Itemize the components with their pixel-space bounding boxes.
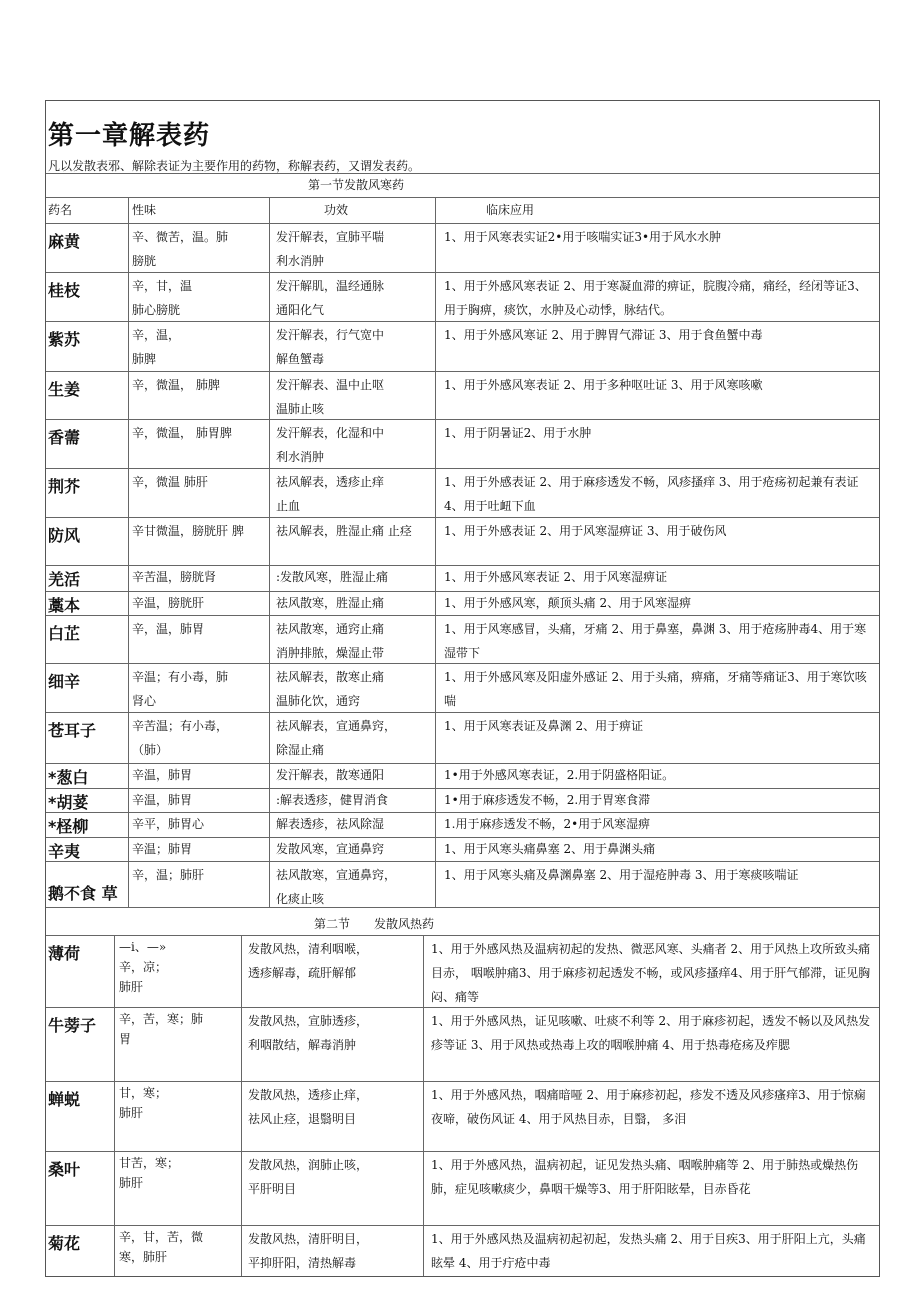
herb-property: 辛甘微温，膀胱肝 脾 bbox=[132, 524, 244, 538]
herb-property: 辛，温，肺胃 bbox=[132, 622, 205, 636]
herb-name: *柽柳 bbox=[48, 817, 89, 836]
herb-effect: 消肿排脓，燥湿止带 bbox=[276, 646, 385, 660]
herb-uses: 1、用于外感表证 2、用于麻疹透发不畅，风疹搔痒 3、用于疮疡初起兼有表证 4、用于吐衄下血 bbox=[444, 475, 859, 513]
herb-property: （肺） bbox=[132, 743, 169, 757]
chapter-intro: 凡以发散表邪、解除表证为主要作用的药物，称解表药，又谓发表药。 bbox=[48, 159, 421, 173]
herb-property: 辛，温， bbox=[132, 328, 181, 342]
herb-uses: 1、用于风寒头痛及鼻渊鼻塞 2、用于湿疮肿毒 3、用于寒痰咳喘证 bbox=[444, 868, 799, 882]
herb-effect: 温肺止咳 bbox=[276, 402, 325, 416]
herb-effect: 祛风解表，胜湿止痛 止痉 bbox=[276, 524, 412, 538]
herb-property: 辛，甘，温 bbox=[132, 279, 193, 293]
herb-name: 白芷 bbox=[48, 624, 81, 643]
herb-effect: 发汗解表，化湿和中 bbox=[276, 426, 385, 440]
herb-effect: 祛风解表，宣通鼻窍， bbox=[276, 719, 397, 733]
herb-property: 肺肝 bbox=[119, 1176, 144, 1190]
herb-effect: 发散风热，清利咽喉， bbox=[248, 942, 369, 956]
row-rule bbox=[46, 371, 879, 372]
row-rule bbox=[46, 321, 879, 322]
herb-effect: 除湿止痛 bbox=[276, 743, 325, 757]
herb-property: 肾心 bbox=[132, 694, 157, 708]
header-props: 性味 bbox=[132, 203, 157, 217]
herb-effect: 发汗解表，散寒通阳 bbox=[276, 768, 385, 782]
herb-name: 生姜 bbox=[48, 380, 81, 399]
herb-property: 甘，寒； bbox=[119, 1086, 168, 1100]
herb-effect: 利水消肿 bbox=[276, 450, 325, 464]
herb-uses: 1、用于外感风热，温病初起，证见发热头痛、咽喉肿痛等 2、用于肺热或燥热伤肺，症见咳嗽痰少，鼻咽干燥等3、用于肝阳眩晕，目赤昏花 bbox=[431, 1158, 859, 1196]
row-rule bbox=[46, 712, 879, 713]
herb-property: 辛，甘，苦，微 bbox=[119, 1230, 204, 1244]
herb-name: 苍耳子 bbox=[48, 721, 97, 740]
section-title-1: 第一节发散风寒药 bbox=[308, 178, 405, 192]
herb-property: —i、—» bbox=[119, 940, 167, 954]
herb-uses: 1、用于阴暑证2、用于水肿 bbox=[444, 426, 592, 440]
column-rule bbox=[435, 197, 436, 907]
herb-property: 肺心膀胱 bbox=[132, 303, 181, 317]
row-rule bbox=[46, 861, 879, 862]
row-rule bbox=[46, 517, 879, 518]
herb-effect: 祛风散寒，通窍止痛 bbox=[276, 622, 385, 636]
herb-property: 肺肝 bbox=[119, 1106, 144, 1120]
herb-property: 辛温；有小毒，肺 bbox=[132, 670, 229, 684]
herb-effect: 祛风解表，透疹止痒 bbox=[276, 475, 385, 489]
herb-effect: 发散风热，宣肺透疹， bbox=[248, 1014, 369, 1028]
herb-property: 辛苦温，膀胱肾 bbox=[132, 570, 217, 584]
column-rule bbox=[269, 197, 270, 907]
herb-effect: 祛风散寒，胜湿止痛 bbox=[276, 596, 385, 610]
herb-name: 麻黄 bbox=[48, 232, 81, 251]
herb-effect: 温肺化饮，通窍 bbox=[276, 694, 361, 708]
herb-uses: 1、用于外感风寒表证 2、用于寒凝血滞的痹证，脘腹冷痛，痛经，经闭等证3、用于胸痹，痰饮，水肿及心动悸，脉结代。 bbox=[444, 279, 867, 317]
herb-property: 辛、微苦，温。肺 bbox=[132, 230, 229, 244]
herb-effect: 平肝明目 bbox=[248, 1182, 297, 1196]
herb-name: 荆芥 bbox=[48, 477, 81, 496]
herb-effect: 祛风止痉，退翳明目 bbox=[248, 1112, 357, 1126]
herb-effect: 止血 bbox=[276, 499, 301, 513]
chapter-title: 第一章解表药 bbox=[48, 121, 211, 151]
herb-property: 胃 bbox=[119, 1032, 132, 1046]
herb-name: 细辛 bbox=[48, 672, 81, 691]
herb-name: 紫苏 bbox=[48, 330, 81, 349]
herb-effect: 利水消肿 bbox=[276, 254, 325, 268]
herb-property: 辛温，膀胱肝 bbox=[132, 596, 205, 610]
herb-effect: 通阳化气 bbox=[276, 303, 325, 317]
herb-effect: :解表透疹，健胃消食 bbox=[276, 793, 389, 807]
herb-name: 蝉蜕 bbox=[48, 1090, 81, 1109]
herb-effect: 利咽散结，解毒消肿 bbox=[248, 1038, 357, 1052]
herb-uses: 1、用于外感风寒表证 2、用于多种呕吐证 3、用于风寒咳嗽 bbox=[444, 378, 763, 392]
header-name: 药名 bbox=[48, 203, 73, 217]
herb-uses: 1、用于风寒头痛鼻塞 2、用于鼻渊头痛 bbox=[444, 842, 656, 856]
section-title-2: 第二节 发散风热药 bbox=[314, 917, 435, 931]
herb-effect: 发散风热，清肝明目， bbox=[248, 1232, 369, 1246]
herb-effect: 解表透疹，祛风除湿 bbox=[276, 817, 385, 831]
herb-effect: :发散风寒，胜湿止痛 bbox=[276, 570, 389, 584]
herb-property: 辛平，肺胃心 bbox=[132, 817, 205, 831]
herb-effect: 透疹解毒，疏肝解郁 bbox=[248, 966, 357, 980]
herb-name: 桂枝 bbox=[48, 281, 81, 300]
herb-uses: 1、用于风寒表证及鼻渊 2、用于痹证 bbox=[444, 719, 644, 733]
herb-effect: 发散风热，透疹止痒， bbox=[248, 1088, 369, 1102]
herb-property: 辛，温；肺肝 bbox=[132, 868, 205, 882]
herb-effect: 祛风散寒，宣通鼻窍， bbox=[276, 868, 397, 882]
herb-effect: 祛风解表，散寒止痛 bbox=[276, 670, 385, 684]
rule bbox=[46, 197, 879, 198]
herb-name: 薄荷 bbox=[48, 944, 81, 963]
herb-uses: 1、用于风寒表实证2•用于咳喘实证3•用于风水水肿 bbox=[444, 230, 722, 244]
herb-uses: 1•用于外感风寒表证，2.用于阴盛格阳证。 bbox=[444, 768, 675, 782]
herb-name: 鹅不食 草 bbox=[48, 884, 118, 903]
herb-uses: 1、用于外感风热，证见咳嗽、吐痰不利等 2、用于麻疹初起，透发不畅以及风热发疹等证 3、用于风热或热毒上攻的咽喉肿痛 4、用于热毒疮疡及痄腮 bbox=[431, 1014, 871, 1052]
herb-name: 菊花 bbox=[48, 1234, 81, 1253]
herb-property: 辛温，肺胃 bbox=[132, 768, 193, 782]
herb-uses: 1、用于外感风热及温病初起的发热、微恶风寒、头痛者 2、用于风热上攻所致头痛目赤， 咽喉肿痛3、用于麻疹初起透发不畅，或风疹搔痒4、用于肝气郁滞，证见胸闷、痛等 bbox=[431, 942, 871, 1004]
herb-name: *胡荽 bbox=[48, 793, 89, 812]
herb-property: 肺脾 bbox=[132, 352, 157, 366]
herb-name: 牛蒡子 bbox=[48, 1016, 97, 1035]
herb-property: 寒，肺肝 bbox=[119, 1250, 168, 1264]
header-effect: 功效 bbox=[324, 203, 349, 217]
column-rule bbox=[128, 197, 129, 907]
row-rule bbox=[46, 1007, 879, 1008]
row-rule bbox=[46, 468, 879, 469]
herb-uses: 1、用于风寒感冒，头痛，牙痛 2、用于鼻塞，鼻渊 3、用于疮疡肿毒4、用于寒湿带下 bbox=[444, 622, 867, 660]
rule bbox=[46, 223, 879, 224]
row-rule bbox=[46, 1081, 879, 1082]
herb-effect: 发汗解表，行气宽中 bbox=[276, 328, 385, 342]
herb-uses: 1、用于外感风寒，颠顶头痛 2、用于风寒湿痹 bbox=[444, 596, 692, 610]
herb-uses: 1、用于外感风寒证 2、用于脾胃气滞证 3、用于食鱼蟹中毒 bbox=[444, 328, 763, 342]
header-uses: 临床应用 bbox=[486, 203, 535, 217]
herb-uses: 1、用于外感风热，咽痛暗哑 2、用于麻疹初起，疹发不透及风疹瘙痒3、用于惊痫夜啼，破伤风证 4、用于风热目赤，目翳， 多泪 bbox=[431, 1088, 866, 1126]
row-rule bbox=[46, 1151, 879, 1152]
herb-name: *葱白 bbox=[48, 768, 89, 787]
herb-effect: 发汗解表，宣肺平喘 bbox=[276, 230, 385, 244]
herb-effect: 发散风寒，宣通鼻窍 bbox=[276, 842, 385, 856]
herb-effect: 发汗解表、温中止呕 bbox=[276, 378, 385, 392]
herb-property: 辛温；肺胃 bbox=[132, 842, 193, 856]
herb-property: 辛，凉； bbox=[119, 960, 168, 974]
rule bbox=[46, 907, 879, 908]
row-rule bbox=[46, 663, 879, 664]
herb-name: 辛夷 bbox=[48, 842, 81, 861]
herb-property: 辛，微温， 肺胃脾 bbox=[132, 426, 232, 440]
herb-property: 辛，微温 肺肝 bbox=[132, 475, 208, 489]
herb-uses: 1.用于麻疹透发不畅，2•用于风寒湿痹 bbox=[444, 817, 651, 831]
herb-name: 香薷 bbox=[48, 428, 81, 447]
herb-effect: 平抑肝阳，清热解毒 bbox=[248, 1256, 357, 1270]
herb-uses: 1•用于麻疹透发不畅，2.用于胃寒食滞 bbox=[444, 793, 651, 807]
herb-uses: 1、用于外感风寒表证 2、用于风寒湿痹证 bbox=[444, 570, 668, 584]
herb-uses: 1、用于外感风寒及阳虚外感证 2、用于头痛，痹痛，牙痛等痛证3、用于寒饮咳喘 bbox=[444, 670, 867, 708]
herb-property: 辛，苦，寒；肺 bbox=[119, 1012, 204, 1026]
herb-name: 防风 bbox=[48, 526, 81, 545]
herb-effect: 发汗解肌，温经通脉 bbox=[276, 279, 385, 293]
herb-uses: 1、用于外感表证 2、用于风寒湿痹证 3、用于破伤风 bbox=[444, 524, 727, 538]
herb-property: 膀胱 bbox=[132, 254, 157, 268]
herb-effect: 发散风热，润肺止咳， bbox=[248, 1158, 369, 1172]
herb-property: 辛温，肺胃 bbox=[132, 793, 193, 807]
row-rule bbox=[46, 615, 879, 616]
document-page bbox=[45, 100, 880, 1277]
herb-name: 羌活 bbox=[48, 570, 81, 589]
herb-property: 辛苦温；有小毒， bbox=[132, 719, 229, 733]
herb-property: 肺肝 bbox=[119, 980, 144, 994]
row-rule bbox=[46, 419, 879, 420]
herb-name: 藁本 bbox=[48, 596, 81, 615]
herb-name: 桑叶 bbox=[48, 1160, 81, 1179]
row-rule bbox=[46, 1225, 879, 1226]
herb-uses: 1、用于外感风热及温病初起初起，发热头痛 2、用于目疾3、用于肝阳上亢，头痛眩晕 4、用于疔疮中毒 bbox=[431, 1232, 866, 1270]
herb-effect: 解鱼蟹毒 bbox=[276, 352, 325, 366]
rule bbox=[46, 935, 879, 936]
herb-effect: 化痰止咳 bbox=[276, 892, 325, 906]
herb-property: 辛，微温， 肺脾 bbox=[132, 378, 220, 392]
herb-property: 甘苦，寒； bbox=[119, 1156, 180, 1170]
row-rule bbox=[46, 272, 879, 273]
rule bbox=[46, 173, 879, 174]
